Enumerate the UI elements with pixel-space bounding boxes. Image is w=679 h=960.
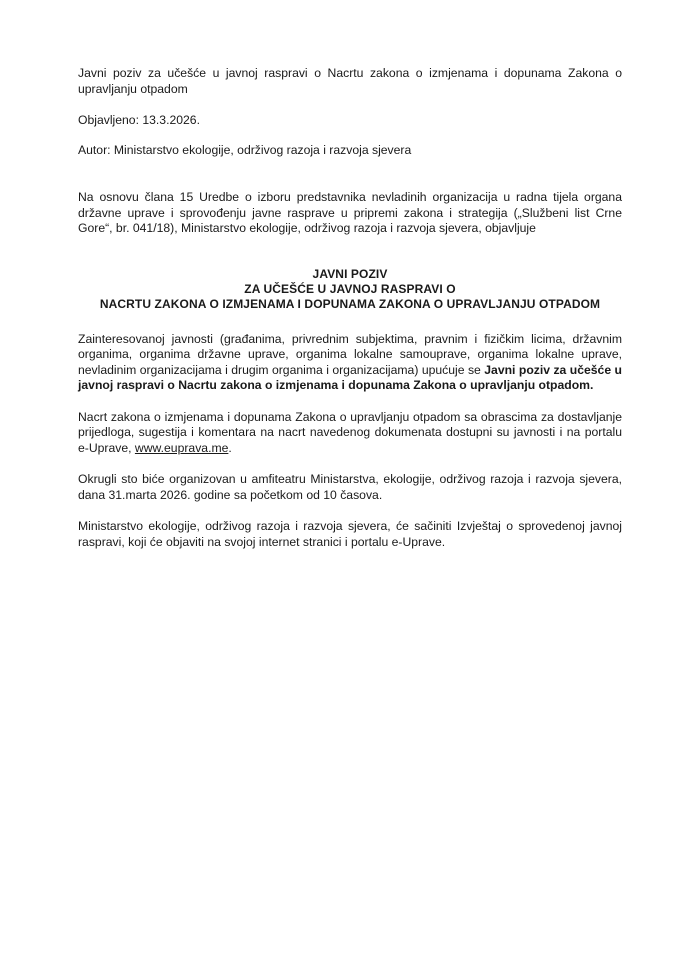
availability-text: Nacrt zakona o izmjenama i dopunama Zakona o upravljanju otpadom sa obrascima za dostavljanje prijedloga, sugestija i komentara na nacrt navedenog dokumenata dostupni su javnosti i na portalu e-Uprave,	[78, 409, 622, 455]
paragraph-availability	[78, 410, 622, 457]
paragraph-report: Ministarstvo ekologije, održivog razoja i razvoja sjevera, će sačiniti Izvještaj o sprovedenoj javnoj raspravi, koji će objaviti na svojoj internet stranici i portalu e-Uprave.	[78, 519, 622, 549]
public-call-heading	[78, 267, 622, 312]
heading-line-3: NACRTU ZAKONA O IZMJENAMA I DOPUNAMA ZAKONA O UPRAVLJANJU OTPADOM	[99, 296, 601, 311]
availability-end: .	[228, 440, 232, 455]
euprava-link[interactable]: www.euprava.me	[134, 440, 229, 455]
published-date: Objavljeno: 13.3.2026.	[78, 113, 200, 127]
paragraph-round-table: Okrugli sto biće organizovan u amfiteatru Ministarstva, ekologije, održivog razoja i razvoja sjevera, dana 31.marta 2026. godine sa početkom od 10 časova.	[78, 472, 622, 502]
paragraph-invitation	[78, 332, 622, 394]
author-line: Autor: Ministarstvo ekologije, održivog razoja i razvoja sjevera	[78, 142, 412, 157]
document-page	[78, 66, 622, 550]
intro-paragraph: Na osnovu člana 15 Uredbe o izboru predstavnika nevladinih organizacija u radna tijela organa državne uprave i sprovođenju javne rasprave u pripremi zakona i strategija („Službeni list Crne Gore“, br. 041/18), Ministarstvo ekologije, održivog razoja i razvoja sjevera, objavljuje	[78, 190, 622, 235]
invitation-text: Zainteresovanoj javnosti (građanima, privrednim subjektima, pravnim i fizičkim licima, državnim organima, organima državne uprave, organima lokalne samouprave, organima lokalne uprave, nevladinim organizacijama i drugim organima i organizacijama) upućuje se	[78, 331, 622, 377]
heading-line-1: JAVNI POZIV	[312, 266, 388, 281]
invitation-bold-text: Javni poziv za učešće u javnoj raspravi o Nacrtu zakona o izmjenama i dopunama Zakona o upravljanju otpadom.	[78, 362, 622, 392]
heading-line-2: ZA UČEŠĆE U JAVNOJ RASPRAVI O	[244, 281, 456, 296]
document-title: Javni poziv za učešće u javnoj raspravi o Nacrtu zakona o izmjenama i dopunama Zakona o upravljanju otpadom	[78, 66, 622, 96]
